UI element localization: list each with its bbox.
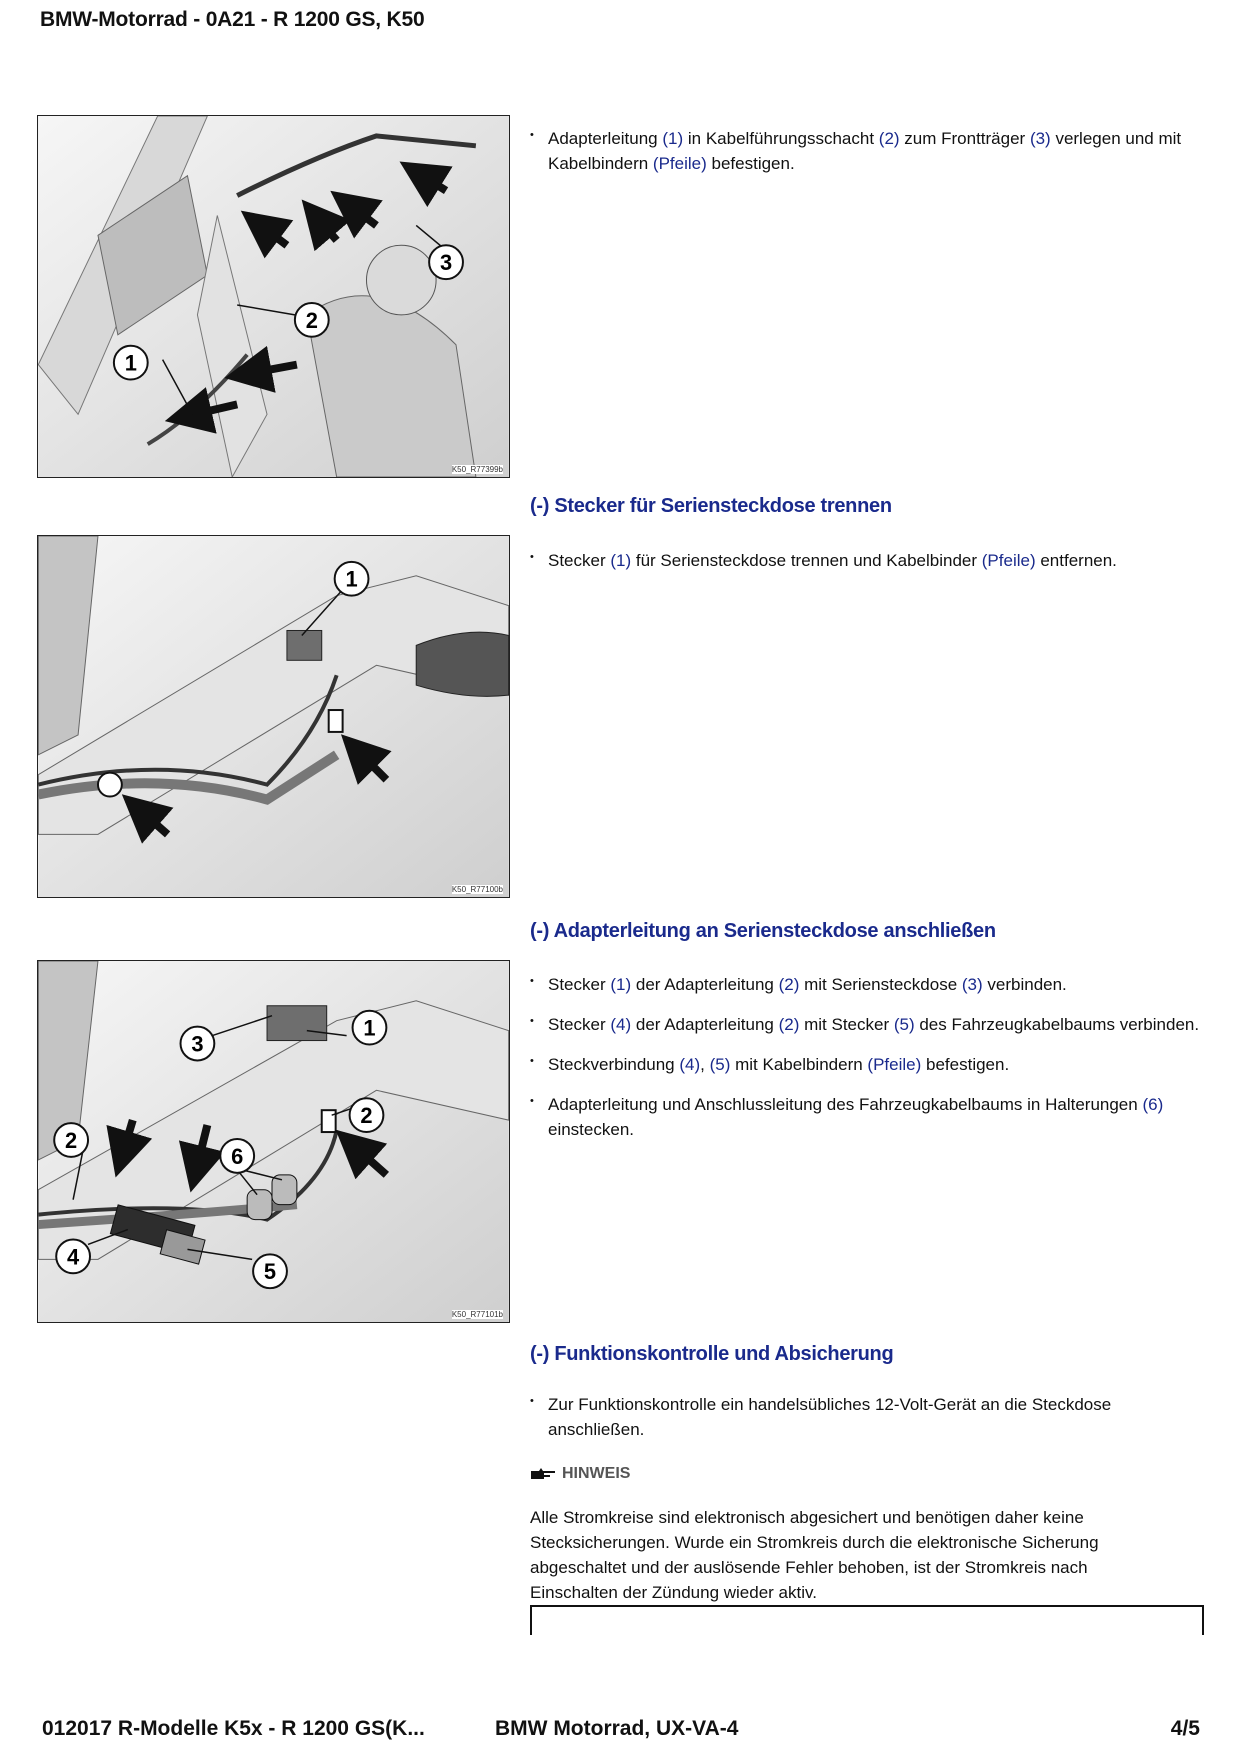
note-text: Alle Stromkreise sind elektronisch abgesichert und benötigen daher keine Stecksicherungen. Wurde ein Stromkreis durch die elektronische Sicherung abgeschaltet und der auslösende Fehler behoben, ist der Stromkreis nach Einschalten der Zündung wieder aktiv. [530,1508,1099,1602]
list-item: • Steckverbindung (4), (5) mit Kabelbindern (Pfeile) befestigen. [530,1052,1210,1077]
pointing-hand-icon [530,1467,556,1481]
callout-2: 2 [305,307,318,333]
section-title-disconnect: (-) Stecker für Seriensteckdose trennen [530,495,892,517]
list-item: • Stecker (1) der Adapterleitung (2) mit Seriensteckdose (3) verbinden. [530,972,1210,997]
figure-adapter-routing [37,115,510,478]
section-title-function-check: (-) Funktionskontrolle und Absicherung [530,1343,894,1365]
figure-code: K50_R77101b [451,1310,503,1319]
callout-1: 1 [124,350,137,376]
list-item: • Stecker (4) der Adapterleitung (2) mit Stecker (5) des Fahrzeugkabelbaums verbinden. [530,1012,1210,1037]
figure-disconnect-connector [37,535,510,898]
figure-illustration [38,961,509,1322]
figure-illustration [38,536,509,897]
section-title-connect: (-) Adapterleitung an Seriensteckdose anschließen [530,920,996,942]
footer-page-number: 4/5 [1170,1717,1200,1740]
step-list-function-check [530,1392,1210,1457]
note-label [530,1465,630,1483]
callout-6: 6 [231,1143,244,1169]
step-list-connect [530,972,1210,1157]
callout-1: 1 [363,1015,376,1041]
callout-3: 3 [439,250,453,276]
step-list-disconnect [530,548,1210,588]
callout-4: 4 [67,1244,80,1270]
callout-1: 1 [345,566,358,592]
list-item: • Stecker (1) für Seriensteckdose trennen und Kabelbinder (Pfeile) entfernen. [530,548,1210,573]
figure-connect-adapter [37,960,510,1323]
list-item: • Adapterleitung (1) in Kabelführungsschacht (2) zum Frontträger (3) verlegen und mit Kabelbindern (Pfeile) befestigen. [530,126,1210,176]
footer-document-id: 012017 R-Modelle K5x - R 1200 GS(K... [42,1717,425,1740]
figure-illustration [38,116,509,477]
callout-5: 5 [263,1259,277,1285]
callout-2: 2 [65,1127,78,1153]
note-box [530,1605,1204,1635]
document-header: BMW-Motorrad - 0A21 - R 1200 GS, K50 [40,8,425,31]
step-list-routing [530,126,1210,191]
footer-publisher: BMW Motorrad, UX-VA-4 [495,1717,739,1740]
list-item: • Zur Funktionskontrolle ein handelsübliches 12-Volt-Gerät an die Steckdose anschließen. [530,1392,1210,1442]
figure-code: K50_R77100b [451,885,503,894]
list-item: • Adapterleitung und Anschlussleitung des Fahrzeugkabelbaums in Halterungen (6) einstecken. [530,1092,1210,1142]
callout-3: 3 [191,1031,204,1057]
note-label-text: HINWEIS [562,1465,631,1482]
callout-2: 2 [360,1103,373,1129]
figure-code: K50_R77399b [451,465,503,474]
